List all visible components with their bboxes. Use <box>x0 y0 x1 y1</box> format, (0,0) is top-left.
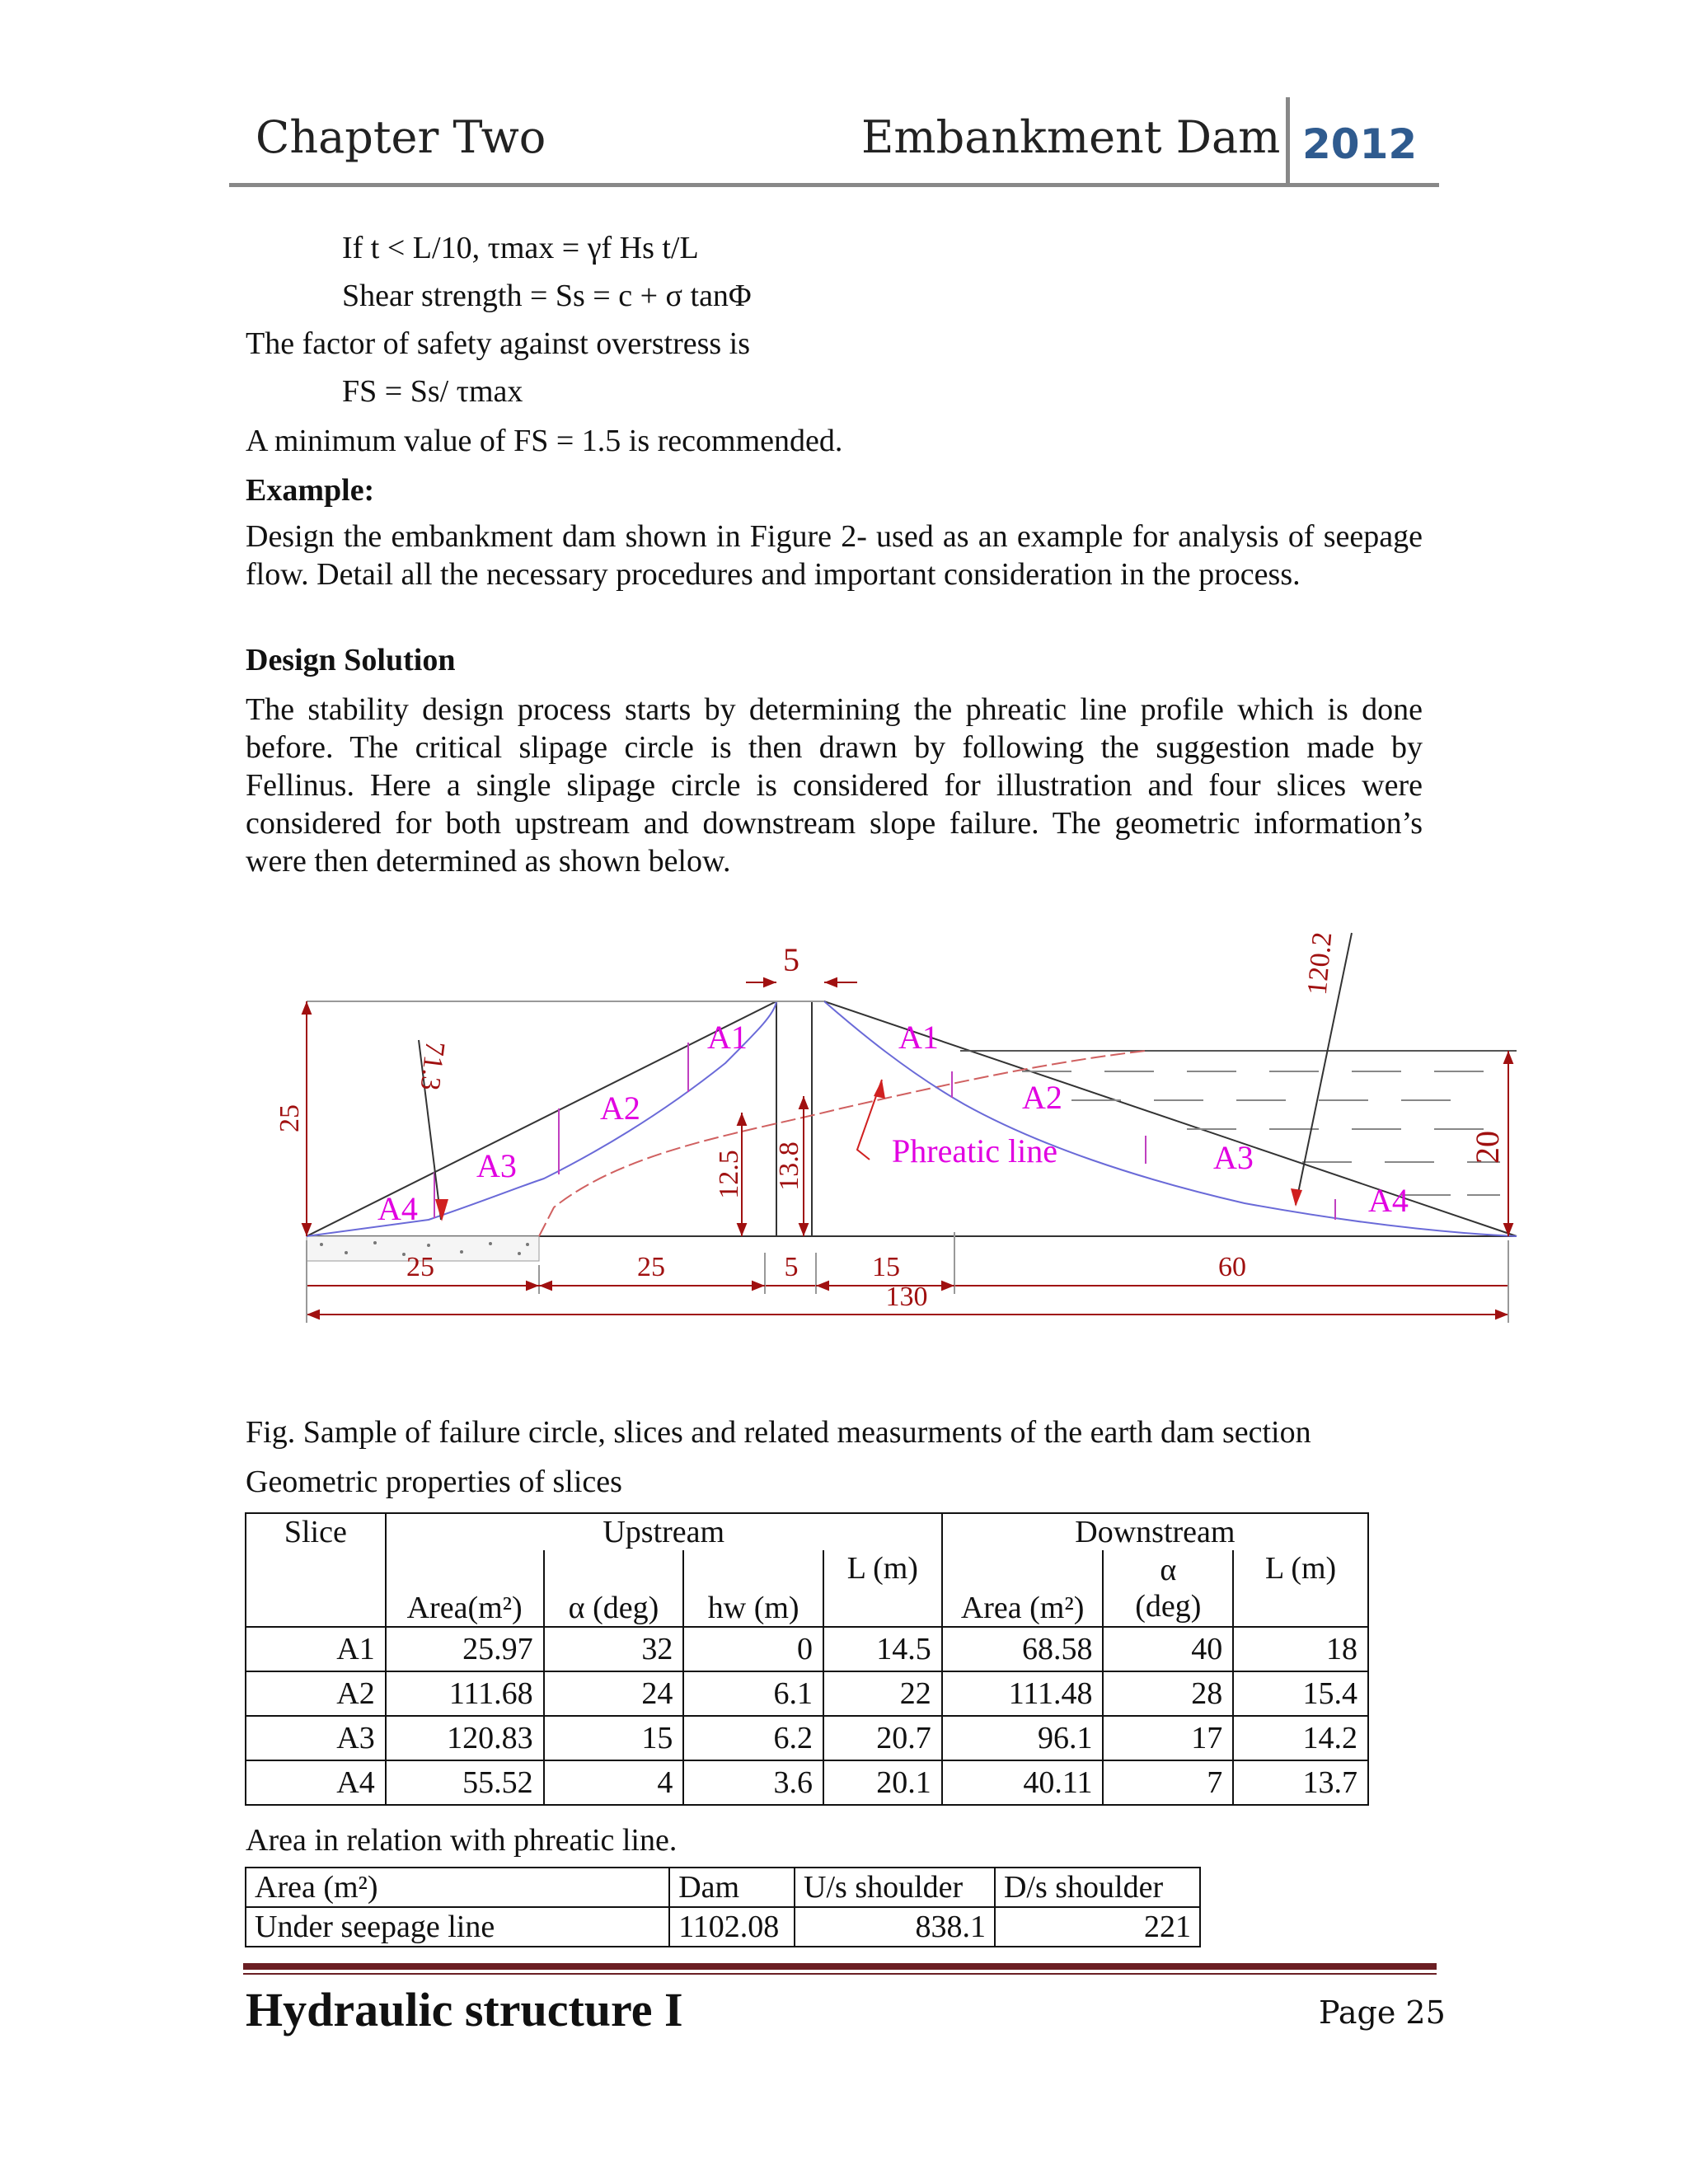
radius-arrow-upstream <box>435 1199 448 1221</box>
dim-label-h2: 13.8 <box>774 1141 804 1191</box>
header-downstream: Downstream <box>942 1513 1368 1550</box>
cell-up-alpha: 32 <box>544 1627 684 1671</box>
header-down-alpha <box>1103 1550 1233 1627</box>
cell-up-alpha: 15 <box>544 1716 684 1760</box>
header-up-hw: hw (m) <box>683 1550 823 1627</box>
dim-label-crest: 5 <box>783 941 799 978</box>
slice-name: A1 <box>246 1627 386 1671</box>
area-header-ds: D/s shoulder <box>995 1868 1200 1907</box>
dim-label-b3: 5 <box>784 1252 799 1282</box>
figure-caption: Fig. Sample of failure circle, slices and related measurments of the earth dam section <box>246 1415 1311 1450</box>
text-minimum-fs: A minimum value of FS = 1.5 is recommended. <box>246 424 843 458</box>
area-cell-us: 838.1 <box>795 1907 995 1947</box>
phreatic-pointer-head <box>874 1080 885 1099</box>
formula-fs: FS = Ss/ τmax <box>342 374 523 409</box>
table-caption: Geometric properties of slices <box>246 1465 622 1499</box>
formula-shear-strength: Shear strength = Ss = c + σ tanΦ <box>342 279 752 313</box>
footer-rule-thin <box>243 1973 1437 1975</box>
cell-up-length: 20.1 <box>823 1760 942 1805</box>
area-cell-ds: 221 <box>995 1907 1200 1947</box>
area-row-label: Under seepage line <box>246 1907 669 1947</box>
slice-name: A4 <box>246 1760 386 1805</box>
chapter-topic: Embankment Dam <box>861 111 1281 163</box>
dim-label-water: 20 <box>1469 1131 1506 1164</box>
cell-down-area: 40.11 <box>942 1760 1104 1805</box>
table-row <box>246 1760 1368 1805</box>
cell-up-length: 14.5 <box>823 1627 942 1671</box>
cell-up-hw: 3.6 <box>683 1760 823 1805</box>
cell-down-area: 96.1 <box>942 1716 1104 1760</box>
dim-label-radius-right: 120.2 <box>1301 930 1339 996</box>
slices-table <box>245 1512 1369 1806</box>
slice-label-a3-upstream: A3 <box>476 1147 517 1184</box>
slice-label-a4-upstream: A4 <box>377 1190 418 1227</box>
cell-up-hw: 6.1 <box>683 1671 823 1716</box>
header-up-area: Area(m²) <box>386 1550 544 1627</box>
cell-down-length: 15.4 <box>1233 1671 1368 1716</box>
formula-tau-max: If t < L/10, τmax = γf Hs t/L <box>342 231 699 265</box>
cell-up-length: 20.7 <box>823 1716 942 1760</box>
example-heading: Example: <box>246 473 375 508</box>
dim-label-b2: 25 <box>637 1252 665 1282</box>
table-row <box>246 1627 1368 1671</box>
area-header-us: U/s shoulder <box>795 1868 995 1907</box>
area-cell-dam: 1102.08 <box>669 1907 795 1947</box>
header-slice: Slice <box>246 1513 386 1627</box>
slice-label-a1-downstream: A1 <box>898 1019 939 1056</box>
slice-name: A2 <box>246 1671 386 1716</box>
cell-down-area: 111.48 <box>942 1671 1104 1716</box>
example-text: Design the embankment dam shown in Figure 2- used as an example for analysis of seepage flow. Detail all the necessary procedures and important consideration in the process. <box>246 519 1423 592</box>
dim-label-height: 25 <box>274 1104 305 1132</box>
slice-label-a4-downstream: A4 <box>1368 1182 1409 1219</box>
cell-down-alpha: 17 <box>1103 1716 1233 1760</box>
cell-up-alpha: 4 <box>544 1760 684 1805</box>
table-row <box>246 1907 1200 1947</box>
header-upstream: Upstream <box>386 1513 942 1550</box>
cell-up-area: 25.97 <box>386 1627 544 1671</box>
dim-label-b1: 25 <box>406 1252 434 1282</box>
cell-up-alpha: 24 <box>544 1671 684 1716</box>
footer-course-title: Hydraulic structure I <box>246 1983 683 2036</box>
table-row <box>246 1716 1368 1760</box>
area-table-title: Area in relation with phreatic line. <box>246 1823 678 1858</box>
cell-up-length: 22 <box>823 1671 942 1716</box>
header-down-length: L (m) <box>1233 1550 1368 1627</box>
slice-label-a3-downstream: A3 <box>1213 1139 1254 1176</box>
dim-label-total: 130 <box>885 1282 928 1312</box>
header-up-alpha: α (deg) <box>544 1550 684 1627</box>
cell-down-area: 68.58 <box>942 1627 1104 1671</box>
chapter-title: Chapter Two <box>256 111 546 163</box>
text-factor-of-safety: The factor of safety against overstress is <box>246 326 751 361</box>
table-row <box>246 1671 1368 1716</box>
cell-down-alpha: 7 <box>1103 1760 1233 1805</box>
header-down-alpha-unit: (deg) <box>1135 1589 1202 1624</box>
dim-label-h1: 12.5 <box>714 1150 744 1199</box>
header-up-length: L (m) <box>823 1550 942 1627</box>
cell-up-area: 111.68 <box>386 1671 544 1716</box>
header-down-alpha-symbol: α <box>1160 1553 1177 1587</box>
radius-arrow-downstream <box>1291 1188 1302 1207</box>
cell-up-hw: 0 <box>683 1627 823 1671</box>
cell-up-area: 55.52 <box>386 1760 544 1805</box>
slice-label-a2-downstream: A2 <box>1022 1079 1062 1116</box>
solution-heading: Design Solution <box>246 643 456 677</box>
slice-label-a1-upstream: A1 <box>707 1019 748 1056</box>
water-dashes <box>1022 1071 1500 1195</box>
phreatic-label: Phreatic line <box>892 1132 1058 1169</box>
area-table <box>245 1867 1201 1947</box>
area-header-area: Area (m²) <box>246 1868 669 1907</box>
cell-down-length: 14.2 <box>1233 1716 1368 1760</box>
solution-text: The stability design process starts by determining the phreatic line profile which is done before. The critical slipage circle is then drawn by following the suggestion made by Fellinus. Here a single slipage circle is considered for illustration and four slices were considered for both upstream and downstream slope failure. The geometric information’s were then determined as shown below. <box>246 692 1423 879</box>
dim-label-radius-left: 71.3 <box>414 1039 451 1093</box>
area-header-dam: Dam <box>669 1868 795 1907</box>
slice-label-a2-upstream: A2 <box>600 1090 640 1127</box>
dim-label-b4: 15 <box>872 1252 900 1282</box>
cell-down-alpha: 40 <box>1103 1627 1233 1671</box>
page-number: Page 25 <box>1319 1994 1446 2031</box>
slice-name: A3 <box>246 1716 386 1760</box>
dim-label-b5: 60 <box>1218 1252 1246 1282</box>
footer-rule-thick <box>243 1963 1437 1970</box>
cell-down-length: 13.7 <box>1233 1760 1368 1805</box>
header-year: 2012 <box>1302 120 1418 168</box>
cell-down-length: 18 <box>1233 1627 1368 1671</box>
cell-up-area: 120.83 <box>386 1716 544 1760</box>
cell-up-hw: 6.2 <box>683 1716 823 1760</box>
cell-down-alpha: 28 <box>1103 1671 1233 1716</box>
header-down-area: Area (m²) <box>942 1550 1104 1627</box>
